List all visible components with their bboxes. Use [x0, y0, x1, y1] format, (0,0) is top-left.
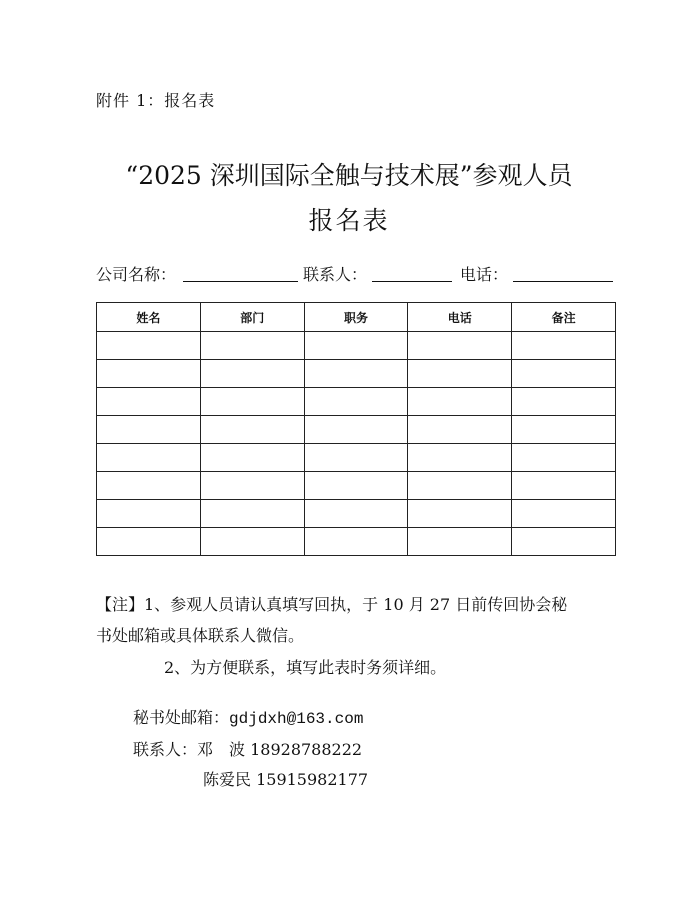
table-cell[interactable]	[512, 388, 616, 416]
header-phone: 电话	[408, 303, 512, 332]
table-cell[interactable]	[408, 500, 512, 528]
table-cell[interactable]	[304, 500, 408, 528]
table-cell[interactable]	[408, 472, 512, 500]
table-cell[interactable]	[97, 360, 201, 388]
table-cell[interactable]	[200, 388, 304, 416]
table-cell[interactable]	[408, 360, 512, 388]
table-cell[interactable]	[97, 528, 201, 556]
table-cell[interactable]	[408, 388, 512, 416]
table-cell[interactable]	[408, 416, 512, 444]
note-1-line-2: 书处邮箱或具体联系人微信。	[96, 626, 305, 645]
company-label: 公司名称：	[96, 265, 177, 284]
note-1-line-1: 【注】1、参观人员请认真填写回执，于 10 月 27 日前传回协会秘	[96, 595, 568, 614]
page-subtitle: 报名表	[308, 206, 390, 235]
table-cell[interactable]	[512, 472, 616, 500]
header-department: 部门	[200, 303, 304, 332]
table-row	[97, 360, 616, 388]
table-cell[interactable]	[304, 444, 408, 472]
table-cell[interactable]	[304, 332, 408, 360]
table-cell[interactable]	[408, 444, 512, 472]
page-title: “2025 深圳国际全触与技术展”参观人员	[125, 161, 573, 190]
table-cell[interactable]	[97, 416, 201, 444]
email-row	[133, 705, 363, 728]
table-cell[interactable]	[97, 388, 201, 416]
note-2: 2、为方便联系，填写此表时务须详细。	[164, 658, 447, 677]
table-cell[interactable]	[512, 528, 616, 556]
table-cell[interactable]	[97, 472, 201, 500]
table-row	[97, 444, 616, 472]
table-cell[interactable]	[97, 332, 201, 360]
table-cell[interactable]	[304, 416, 408, 444]
table-row	[97, 500, 616, 528]
email-address[interactable]: gdjdxh@163.com	[229, 710, 364, 728]
contacts-label: 联系人：	[133, 740, 198, 759]
table-row	[97, 332, 616, 360]
header-position: 职务	[304, 303, 408, 332]
table-cell[interactable]	[97, 444, 201, 472]
table-row	[97, 528, 616, 556]
header-name: 姓名	[97, 303, 201, 332]
table-cell[interactable]	[408, 332, 512, 360]
table-cell[interactable]	[200, 444, 304, 472]
table-cell[interactable]	[97, 500, 201, 528]
table-header-row	[97, 303, 616, 332]
phone-blank[interactable]	[513, 281, 613, 282]
table-row	[97, 472, 616, 500]
phone-label: 电话：	[460, 265, 509, 284]
table-cell[interactable]	[200, 332, 304, 360]
attachment-label: 附件 1：报名表	[96, 91, 216, 110]
table-cell[interactable]	[304, 528, 408, 556]
table-cell[interactable]	[304, 360, 408, 388]
table-cell[interactable]	[512, 332, 616, 360]
table-cell[interactable]	[200, 472, 304, 500]
table-cell[interactable]	[512, 416, 616, 444]
table-cell[interactable]	[304, 472, 408, 500]
table-cell[interactable]	[512, 500, 616, 528]
contact-person-1: 邓 波 18928788222	[197, 740, 363, 759]
table-cell[interactable]	[408, 528, 512, 556]
header-remarks: 备注	[512, 303, 616, 332]
table-cell[interactable]	[200, 360, 304, 388]
contact-label: 联系人：	[303, 265, 368, 284]
registration-table	[96, 302, 616, 556]
company-blank[interactable]	[183, 281, 298, 282]
table-row	[97, 388, 616, 416]
table-cell[interactable]	[512, 444, 616, 472]
table-cell[interactable]	[200, 500, 304, 528]
contact-row-1	[133, 737, 362, 760]
table-cell[interactable]	[200, 528, 304, 556]
contact-blank[interactable]	[372, 281, 452, 282]
table-cell[interactable]	[200, 416, 304, 444]
table-cell[interactable]	[304, 388, 408, 416]
table-row	[97, 416, 616, 444]
email-label: 秘书处邮箱：	[133, 708, 230, 727]
contact-person-2: 陈爱民 15915982177	[203, 770, 369, 789]
table-cell[interactable]	[512, 360, 616, 388]
